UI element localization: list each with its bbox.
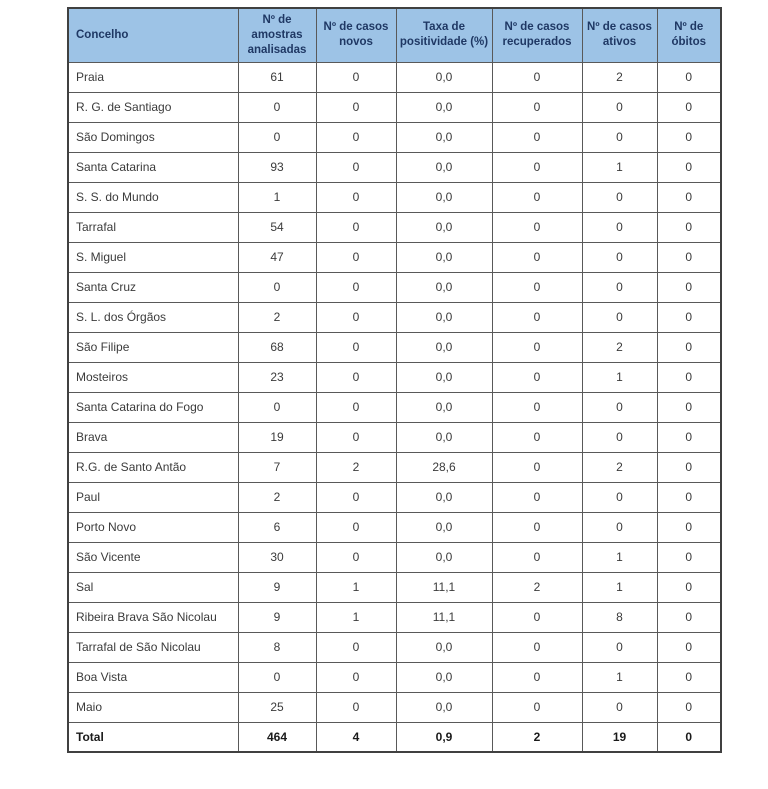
value-cell: 19 — [238, 422, 316, 452]
value-cell: 2 — [582, 452, 657, 482]
value-cell: 0,0 — [396, 62, 492, 92]
value-cell: 9 — [238, 572, 316, 602]
value-cell: 0 — [492, 632, 582, 662]
value-cell: 0 — [657, 242, 721, 272]
value-cell: 0 — [582, 92, 657, 122]
value-cell: 0,0 — [396, 182, 492, 212]
value-cell: 0 — [316, 272, 396, 302]
value-cell: 1 — [582, 152, 657, 182]
value-cell: 0 — [492, 392, 582, 422]
row-name-cell: São Filipe — [68, 332, 238, 362]
value-cell: 0 — [316, 482, 396, 512]
value-cell: 0 — [492, 212, 582, 242]
table-row — [68, 302, 721, 332]
table-row — [68, 542, 721, 572]
value-cell: 0 — [582, 632, 657, 662]
value-cell: 0 — [492, 512, 582, 542]
table-row — [68, 422, 721, 452]
value-cell: 0 — [657, 212, 721, 242]
value-cell: 0,0 — [396, 272, 492, 302]
value-cell: 0,0 — [396, 122, 492, 152]
value-cell: 54 — [238, 212, 316, 242]
header-cell-amostras-analisadas: Nº de amostras analisadas — [238, 8, 316, 62]
value-cell: 0 — [657, 542, 721, 572]
value-cell: 0 — [238, 392, 316, 422]
value-cell: 0 — [492, 692, 582, 722]
value-cell: 0 — [582, 422, 657, 452]
value-cell: 25 — [238, 692, 316, 722]
value-cell: 0 — [657, 92, 721, 122]
row-name-cell: Santa Catarina do Fogo — [68, 392, 238, 422]
value-cell: 1 — [582, 542, 657, 572]
table-row — [68, 122, 721, 152]
value-cell: 0 — [582, 272, 657, 302]
value-cell: 4 — [316, 722, 396, 752]
value-cell: 0 — [316, 62, 396, 92]
row-name-cell: Boa Vista — [68, 662, 238, 692]
value-cell: 0 — [316, 92, 396, 122]
value-cell: 0 — [492, 122, 582, 152]
value-cell: 0 — [657, 302, 721, 332]
table-row — [68, 62, 721, 92]
table-row — [68, 392, 721, 422]
value-cell: 0 — [492, 542, 582, 572]
value-cell: 0,0 — [396, 92, 492, 122]
value-cell: 0 — [657, 392, 721, 422]
value-cell: 0 — [492, 362, 582, 392]
value-cell: 0 — [657, 662, 721, 692]
value-cell: 0 — [316, 512, 396, 542]
value-cell: 0 — [657, 692, 721, 722]
value-cell: 0,0 — [396, 362, 492, 392]
value-cell: 0 — [582, 212, 657, 242]
table-row — [68, 482, 721, 512]
value-cell: 0 — [238, 122, 316, 152]
value-cell: 0 — [492, 92, 582, 122]
value-cell: 0,0 — [396, 302, 492, 332]
value-cell: 0,9 — [396, 722, 492, 752]
value-cell: 2 — [316, 452, 396, 482]
value-cell: 0,0 — [396, 332, 492, 362]
value-cell: 61 — [238, 62, 316, 92]
value-cell: 93 — [238, 152, 316, 182]
row-name-cell: Porto Novo — [68, 512, 238, 542]
value-cell: 0 — [492, 662, 582, 692]
row-name-cell: S. S. do Mundo — [68, 182, 238, 212]
value-cell: 2 — [492, 572, 582, 602]
value-cell: 0 — [492, 422, 582, 452]
value-cell: 0 — [316, 152, 396, 182]
value-cell: 464 — [238, 722, 316, 752]
value-cell: 0 — [316, 422, 396, 452]
header-cell-casos-recuperados: Nº de casos recuperados — [492, 8, 582, 62]
value-cell: 0 — [238, 272, 316, 302]
value-cell: 0,0 — [396, 632, 492, 662]
value-cell: 0 — [316, 692, 396, 722]
value-cell: 11,1 — [396, 602, 492, 632]
value-cell: 0,0 — [396, 662, 492, 692]
value-cell: 2 — [238, 482, 316, 512]
row-name-cell: Ribeira Brava São Nicolau — [68, 602, 238, 632]
value-cell: 0,0 — [396, 152, 492, 182]
value-cell: 8 — [238, 632, 316, 662]
value-cell: 0 — [492, 602, 582, 632]
value-cell: 47 — [238, 242, 316, 272]
row-name-cell: Total — [68, 722, 238, 752]
value-cell: 2 — [492, 722, 582, 752]
table-row — [68, 632, 721, 662]
value-cell: 0 — [316, 632, 396, 662]
value-cell: 0 — [657, 452, 721, 482]
value-cell: 0 — [492, 272, 582, 302]
value-cell: 0 — [657, 422, 721, 452]
value-cell: 0 — [657, 332, 721, 362]
value-cell: 0,0 — [396, 482, 492, 512]
value-cell: 0 — [657, 572, 721, 602]
value-cell: 0 — [492, 242, 582, 272]
value-cell: 0 — [316, 542, 396, 572]
table-row — [68, 362, 721, 392]
value-cell: 6 — [238, 512, 316, 542]
total-row — [68, 722, 721, 752]
value-cell: 0 — [657, 722, 721, 752]
value-cell: 0,0 — [396, 542, 492, 572]
value-cell: 1 — [582, 572, 657, 602]
row-name-cell: R. G. de Santiago — [68, 92, 238, 122]
value-cell: 0,0 — [396, 692, 492, 722]
row-name-cell: São Vicente — [68, 542, 238, 572]
value-cell: 0 — [492, 452, 582, 482]
table-row — [68, 512, 721, 542]
value-cell: 1 — [316, 602, 396, 632]
value-cell: 0,0 — [396, 212, 492, 242]
table-row — [68, 452, 721, 482]
value-cell: 0 — [316, 362, 396, 392]
value-cell: 0,0 — [396, 392, 492, 422]
value-cell: 1 — [582, 662, 657, 692]
row-name-cell: Santa Catarina — [68, 152, 238, 182]
value-cell: 1 — [238, 182, 316, 212]
header-cell-casos-ativos: Nº de casos ativos — [582, 8, 657, 62]
row-name-cell: Santa Cruz — [68, 272, 238, 302]
value-cell: 0 — [657, 602, 721, 632]
row-name-cell: Tarrafal — [68, 212, 238, 242]
value-cell: 0 — [582, 512, 657, 542]
value-cell: 0 — [316, 302, 396, 332]
table-row — [68, 212, 721, 242]
header-cell-concelho: Concelho — [68, 8, 238, 62]
value-cell: 0 — [657, 272, 721, 302]
value-cell: 2 — [238, 302, 316, 332]
value-cell: 0 — [238, 92, 316, 122]
row-name-cell: Sal — [68, 572, 238, 602]
value-cell: 0 — [582, 242, 657, 272]
table-row — [68, 692, 721, 722]
value-cell: 7 — [238, 452, 316, 482]
row-name-cell: São Domingos — [68, 122, 238, 152]
row-name-cell: Praia — [68, 62, 238, 92]
value-cell: 23 — [238, 362, 316, 392]
value-cell: 0 — [582, 392, 657, 422]
value-cell: 1 — [582, 362, 657, 392]
value-cell: 0 — [657, 62, 721, 92]
row-name-cell: R.G. de Santo Antão — [68, 452, 238, 482]
table-row — [68, 272, 721, 302]
header-cell-taxa-positividade: Taxa de positividade (%) — [396, 8, 492, 62]
value-cell: 8 — [582, 602, 657, 632]
table-row — [68, 152, 721, 182]
value-cell: 68 — [238, 332, 316, 362]
value-cell: 0 — [657, 122, 721, 152]
table-row — [68, 92, 721, 122]
value-cell: 0 — [492, 182, 582, 212]
value-cell: 0 — [316, 392, 396, 422]
value-cell: 0 — [582, 302, 657, 332]
value-cell: 9 — [238, 602, 316, 632]
value-cell: 0 — [316, 332, 396, 362]
value-cell: 11,1 — [396, 572, 492, 602]
value-cell: 0 — [657, 512, 721, 542]
row-name-cell: S. Miguel — [68, 242, 238, 272]
row-name-cell: S. L. dos Órgãos — [68, 302, 238, 332]
value-cell: 0,0 — [396, 422, 492, 452]
value-cell: 0 — [582, 182, 657, 212]
value-cell: 0 — [316, 242, 396, 272]
table-row — [68, 182, 721, 212]
row-name-cell: Paul — [68, 482, 238, 512]
table-row — [68, 572, 721, 602]
value-cell: 0 — [492, 482, 582, 512]
value-cell: 30 — [238, 542, 316, 572]
value-cell: 0 — [492, 332, 582, 362]
row-name-cell: Maio — [68, 692, 238, 722]
value-cell: 0 — [657, 182, 721, 212]
value-cell: 0 — [582, 482, 657, 512]
value-cell: 19 — [582, 722, 657, 752]
header-cell-obitos: Nº de óbitos — [657, 8, 721, 62]
value-cell: 2 — [582, 332, 657, 362]
value-cell: 0,0 — [396, 242, 492, 272]
value-cell: 1 — [316, 572, 396, 602]
value-cell: 0 — [316, 182, 396, 212]
value-cell: 0 — [657, 152, 721, 182]
value-cell: 0 — [238, 662, 316, 692]
value-cell: 0 — [492, 152, 582, 182]
row-name-cell: Mosteiros — [68, 362, 238, 392]
table-row — [68, 662, 721, 692]
value-cell: 0 — [657, 482, 721, 512]
value-cell: 0 — [316, 212, 396, 242]
value-cell: 0 — [582, 122, 657, 152]
row-name-cell: Tarrafal de São Nicolau — [68, 632, 238, 662]
value-cell: 0 — [492, 62, 582, 92]
table-body — [68, 62, 721, 752]
header-cell-casos-novos: Nº de casos novos — [316, 8, 396, 62]
value-cell: 0 — [582, 692, 657, 722]
value-cell: 0 — [657, 362, 721, 392]
table-row — [68, 242, 721, 272]
header-row — [68, 8, 721, 62]
value-cell: 28,6 — [396, 452, 492, 482]
value-cell: 2 — [582, 62, 657, 92]
value-cell: 0 — [492, 302, 582, 332]
value-cell: 0 — [316, 662, 396, 692]
row-name-cell: Brava — [68, 422, 238, 452]
value-cell: 0,0 — [396, 512, 492, 542]
table-row — [68, 332, 721, 362]
concelho-covid-table — [67, 7, 722, 753]
table-row — [68, 602, 721, 632]
value-cell: 0 — [657, 632, 721, 662]
value-cell: 0 — [316, 122, 396, 152]
